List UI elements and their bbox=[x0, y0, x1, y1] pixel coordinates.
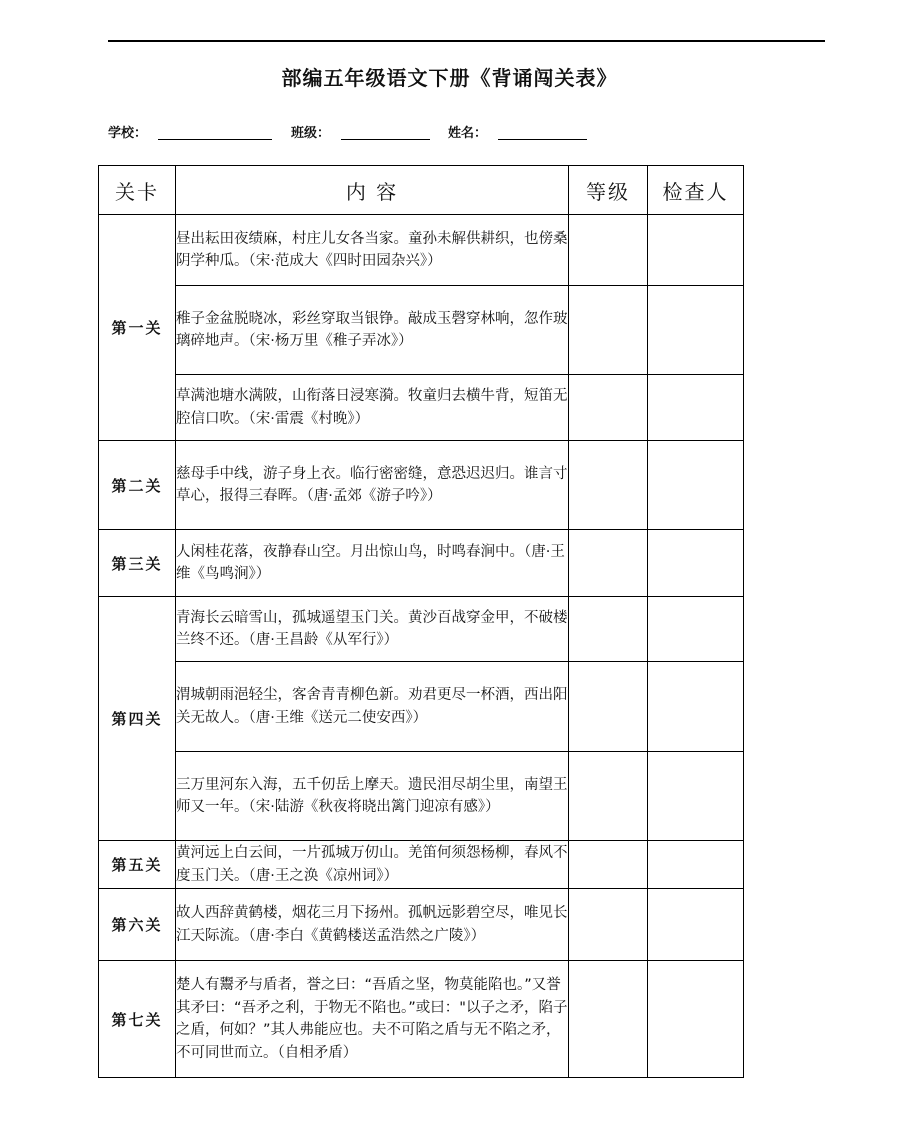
level-5-label: 第五关 bbox=[99, 841, 176, 889]
grade-cell[interactable] bbox=[569, 752, 648, 841]
checker-cell[interactable] bbox=[648, 441, 744, 530]
class-field[interactable] bbox=[341, 139, 430, 140]
checker-cell[interactable] bbox=[648, 530, 744, 597]
level-4-label: 第四关 bbox=[99, 597, 176, 841]
table-row bbox=[99, 530, 744, 597]
header-content: 内 容 bbox=[176, 166, 569, 215]
level-1-label: 第一关 bbox=[99, 215, 176, 441]
grade-cell[interactable] bbox=[569, 375, 648, 441]
name-field[interactable] bbox=[498, 139, 587, 140]
grade-cell[interactable] bbox=[569, 441, 648, 530]
level-6-label: 第六关 bbox=[99, 889, 176, 961]
school-field[interactable] bbox=[158, 139, 272, 140]
table-row bbox=[99, 889, 744, 961]
checker-cell[interactable] bbox=[648, 597, 744, 662]
table-row bbox=[99, 375, 744, 441]
poem-content: 人闲桂花落，夜静春山空。月出惊山鸟，时鸣春涧中。（唐·王维《鸟鸣涧》） bbox=[176, 530, 569, 597]
grade-cell[interactable] bbox=[569, 889, 648, 961]
checker-cell[interactable] bbox=[648, 375, 744, 441]
poem-content: 昼出耘田夜绩麻，村庄儿女各当家。童孙未解供耕织，也傍桑阴学种瓜。（宋·范成大《四时田园杂兴》） bbox=[176, 215, 569, 286]
header-checker: 检查人 bbox=[648, 166, 744, 215]
checker-cell[interactable] bbox=[648, 662, 744, 752]
level-2-label: 第二关 bbox=[99, 441, 176, 530]
student-info bbox=[108, 122, 808, 142]
checker-cell[interactable] bbox=[648, 961, 744, 1078]
checker-cell[interactable] bbox=[648, 889, 744, 961]
name-label: 姓名： bbox=[448, 126, 488, 141]
poem-content: 三万里河东入海，五千仞岳上摩天。遗民泪尽胡尘里，南望王师又一年。（宋·陆游《秋夜将晓出篱门迎凉有感》） bbox=[176, 752, 569, 841]
table-row bbox=[99, 662, 744, 752]
header-level: 关卡 bbox=[99, 166, 176, 215]
table-row bbox=[99, 286, 744, 375]
grade-cell[interactable] bbox=[569, 286, 648, 375]
poem-content: 草满池塘水满陂，山衔落日浸寒漪。牧童归去横牛背，短笛无腔信口吹。（宋·雷震《村晚》） bbox=[176, 375, 569, 441]
level-3-label: 第三关 bbox=[99, 530, 176, 597]
grade-cell[interactable] bbox=[569, 662, 648, 752]
poem-content: 楚人有鬻矛与盾者，誉之曰：“吾盾之坚，物莫能陷也。”又誉其矛曰：“吾矛之利，于物无不陷也。”或曰："以子之矛，陷子之盾，何如？”其人弗能应也。夫不可陷之盾与无不陷之矛，不可同世而立。（自相矛盾） bbox=[176, 961, 569, 1078]
level-7-label: 第七关 bbox=[99, 961, 176, 1078]
grade-cell[interactable] bbox=[569, 215, 648, 286]
header-row bbox=[99, 166, 744, 215]
poem-content: 渭城朝雨浥轻尘，客舍青青柳色新。劝君更尽一杯酒，西出阳关无故人。（唐·王维《送元二使安西》） bbox=[176, 662, 569, 752]
grade-cell[interactable] bbox=[569, 530, 648, 597]
table-row bbox=[99, 441, 744, 530]
grade-cell[interactable] bbox=[569, 841, 648, 889]
school-label: 学校： bbox=[108, 126, 148, 141]
recitation-table bbox=[98, 165, 744, 1078]
table-row bbox=[99, 752, 744, 841]
table-row bbox=[99, 215, 744, 286]
poem-content: 稚子金盆脱晓冰，彩丝穿取当银铮。敲成玉磬穿林响，忽作玻璃碎地声。（宋·杨万里《稚子弄冰》） bbox=[176, 286, 569, 375]
poem-content: 故人西辞黄鹤楼，烟花三月下扬州。孤帆远影碧空尽，唯见长江天际流。（唐·李白《黄鹤楼送孟浩然之广陵》） bbox=[176, 889, 569, 961]
table-row bbox=[99, 597, 744, 662]
checker-cell[interactable] bbox=[648, 752, 744, 841]
checker-cell[interactable] bbox=[648, 215, 744, 286]
table-row bbox=[99, 841, 744, 889]
checker-cell[interactable] bbox=[648, 841, 744, 889]
grade-cell[interactable] bbox=[569, 597, 648, 662]
table-row bbox=[99, 961, 744, 1078]
poem-content: 青海长云暗雪山，孤城遥望玉门关。黄沙百战穿金甲，不破楼兰终不还。（唐·王昌龄《从军行》） bbox=[176, 597, 569, 662]
poem-content: 慈母手中线，游子身上衣。临行密密缝，意恐迟迟归。谁言寸草心，报得三春晖。（唐·孟郊《游子吟》） bbox=[176, 441, 569, 530]
grade-cell[interactable] bbox=[569, 961, 648, 1078]
top-rule bbox=[108, 40, 825, 42]
poem-content: 黄河远上白云间，一片孤城万仞山。羌笛何须怨杨柳，春风不度玉门关。（唐·王之涣《凉州词》） bbox=[176, 841, 569, 889]
page-title: 部编五年级语文下册《背诵闯关表》 bbox=[281, 66, 618, 90]
checker-cell[interactable] bbox=[648, 286, 744, 375]
class-label: 班级： bbox=[291, 126, 331, 141]
header-grade: 等级 bbox=[569, 166, 648, 215]
